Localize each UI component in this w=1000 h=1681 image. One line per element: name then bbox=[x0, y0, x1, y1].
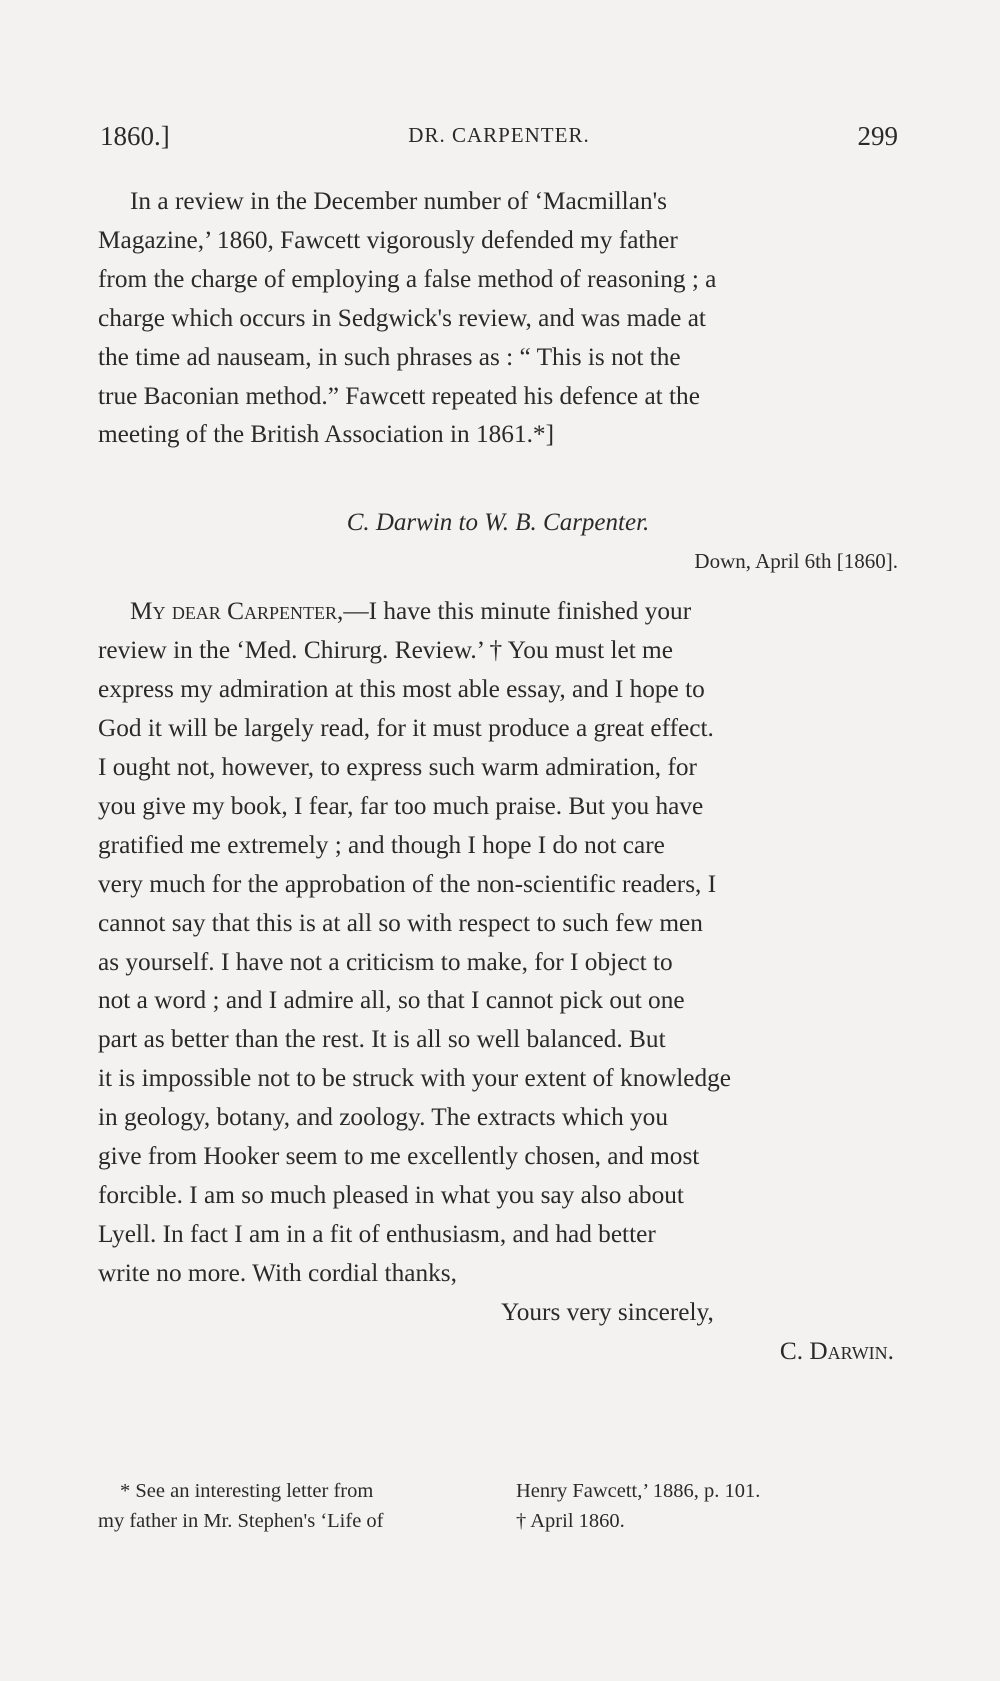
footnote-line: * See an interesting letter from bbox=[120, 1480, 374, 1502]
header-running-title: DR. CARPENTER. bbox=[408, 123, 590, 147]
intro-paragraph bbox=[98, 182, 898, 454]
text-line: write no more. With cordial thanks, bbox=[98, 1258, 457, 1287]
text-line: very much for the approbation of the non-scientific readers, I bbox=[98, 869, 717, 898]
text-line: cannot say that this is at all so with respect to such few men bbox=[98, 908, 703, 937]
text-line: gratified me extremely ; and though I hope I do not care bbox=[98, 830, 665, 859]
text-line: part as better than the rest. It is all so well balanced. But bbox=[98, 1025, 666, 1054]
text-line: the time ad nauseam, in such phrases as : “ This is not the bbox=[98, 342, 681, 371]
letter-closing: Yours very sincerely, bbox=[501, 1297, 714, 1326]
text-line: express my admiration at this most able essay, and I hope to bbox=[98, 675, 705, 704]
letter-dateline: Down, April 6th [1860]. bbox=[694, 549, 898, 574]
text-line: In a review in the December number of ‘Macmillan's bbox=[130, 187, 667, 215]
text-line: I ought not, however, to express such warm admiration, for bbox=[98, 752, 697, 781]
text-line: forcible. I am so much pleased in what you say also about bbox=[98, 1180, 684, 1209]
salutation-continuation: —I have this minute finished your bbox=[343, 597, 692, 626]
footnote-column-left bbox=[98, 1476, 478, 1536]
text-line: it is impossible not to be struck with your extent of knowledge bbox=[98, 1064, 732, 1093]
footnote-line: Henry Fawcett,’ 1886, p. 101. bbox=[516, 1480, 761, 1502]
header-year: 1860.] bbox=[100, 121, 170, 151]
letter-signature: C. Darwin. bbox=[779, 1336, 894, 1365]
text-line bbox=[98, 592, 898, 631]
text-line: you give my book, I fear, far too much praise. But you have bbox=[98, 791, 704, 820]
main-text bbox=[98, 182, 898, 1370]
text-line: as yourself. I have not a criticism to make, for I object to bbox=[98, 947, 673, 976]
letter-paragraph bbox=[98, 592, 898, 1292]
running-header bbox=[100, 121, 898, 157]
header-page-number: 299 bbox=[857, 121, 898, 151]
text-line: meeting of the British Association in 1861.*] bbox=[98, 420, 554, 449]
letter-salutation: My dear Carpenter, bbox=[130, 597, 344, 626]
footnote-line: my father in Mr. Stephen's ‘Life of bbox=[98, 1510, 384, 1532]
text-line: review in the ‘Med. Chirurg. Review.’ † You must let me bbox=[98, 636, 673, 665]
text-line: Magazine,’ 1860, Fawcett vigorously defended my father bbox=[98, 225, 678, 254]
text-line: Lyell. In fact I am in a fit of enthusiasm, and had better bbox=[98, 1219, 656, 1248]
text-line: God it will be largely read, for it must produce a great effect. bbox=[98, 714, 714, 743]
footnote-line: † April 1860. bbox=[516, 1510, 625, 1532]
text-line: not a word ; and I admire all, so that I cannot pick out one bbox=[98, 986, 685, 1015]
text-line: in geology, botany, and zoology. The extracts which you bbox=[98, 1103, 668, 1132]
text-line: true Baconian method.” Fawcett repeated his defence at the bbox=[98, 381, 700, 410]
text-line: from the charge of employing a false method of reasoning ; a bbox=[98, 264, 717, 293]
text-line: give from Hooker seem to me excellently chosen, and most bbox=[98, 1142, 700, 1171]
footnote-column-right bbox=[516, 1476, 896, 1536]
text-line: charge which occurs in Sedgwick's review, and was made at bbox=[98, 303, 706, 332]
letter-title: C. Darwin to W. B. Carpenter. bbox=[346, 509, 650, 537]
